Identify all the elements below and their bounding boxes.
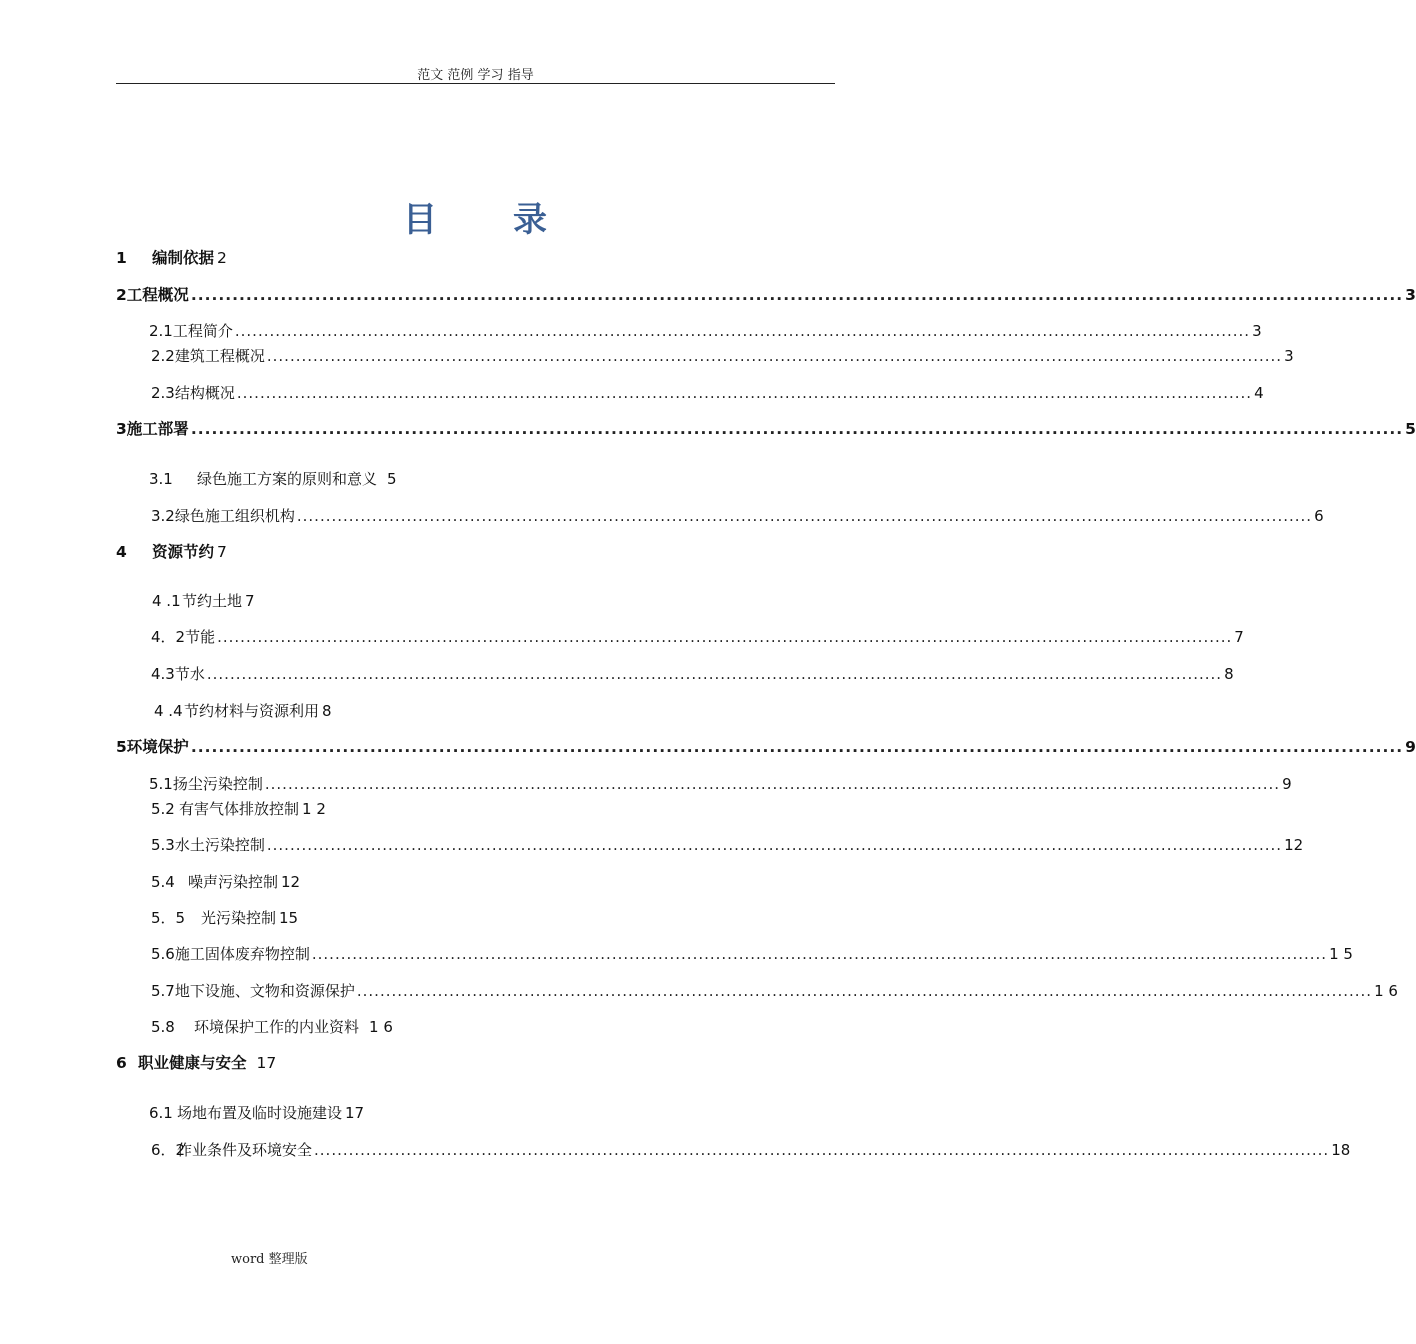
toc-entry-title: 施工固体废弃物控制 <box>174 945 310 963</box>
toc-entry-page: 12 <box>281 873 301 891</box>
toc-entry-title: 节水 <box>174 665 205 683</box>
toc-entry-number: 2.2 <box>151 347 175 365</box>
toc-leader-dots: ................................................................................................................................................................................ <box>356 982 1373 1000</box>
toc-entry-6[interactable] <box>116 1052 276 1074</box>
toc-entry-number: 4 .1 <box>152 592 181 610</box>
toc-entry-4-3[interactable] <box>151 663 1234 685</box>
toc-entry-title: 职业健康与安全 <box>138 1054 247 1072</box>
toc-leader-dots: ................................................................................................................................................................................ <box>190 286 1404 304</box>
toc-entry-5-4[interactable] <box>151 871 300 893</box>
toc-entry-number: 5.2 <box>151 800 175 818</box>
toc-entry-page: 1 6 <box>1374 982 1398 1000</box>
toc-entry-number: 5.6 <box>151 945 175 963</box>
toc-entry-title: 绿色施工组织机构 <box>174 507 295 525</box>
toc-entry-3[interactable] <box>116 418 1416 440</box>
toc-entry-number: 2.1 <box>149 322 173 340</box>
toc-entry-number: 6 <box>116 1054 127 1072</box>
toc-entry-title: 光污染控制 <box>201 909 277 927</box>
toc-entry-page: 1 5 <box>1329 945 1353 963</box>
toc-entry-title: 建筑工程概况 <box>174 347 265 365</box>
toc-entry-5[interactable] <box>116 736 1416 758</box>
toc-title <box>0 192 950 241</box>
toc-leader-dots: ................................................................................................................................................................................ <box>311 945 1328 963</box>
toc-entry-6-2[interactable] <box>151 1139 1351 1161</box>
page-footer: word 整理版 <box>231 1252 308 1267</box>
toc-entry-title: 工程简介 <box>172 322 233 340</box>
toc-entry-title: 有害气体排放控制 <box>179 800 300 818</box>
toc-entry-number: 4．2 <box>151 628 186 646</box>
toc-entry-page: 5 <box>387 470 397 488</box>
toc-entry-title: 节约材料与资源利用 <box>184 702 320 720</box>
toc-entry-page: 18 <box>1331 1141 1351 1159</box>
toc-entry-number: 6．2 <box>151 1141 186 1159</box>
toc-entry-5-1[interactable] <box>149 773 1292 795</box>
toc-entry-number: 5.8 <box>151 1018 175 1036</box>
toc-entry-page: 12 <box>1284 836 1304 854</box>
toc-leader-dots: ................................................................................................................................................................................ <box>190 420 1404 438</box>
toc-leader-dots: ................................................................................................................................................................................ <box>296 507 1313 525</box>
page-header: 范文 范例 学习 指导 <box>417 68 534 83</box>
toc-entry-4-2[interactable] <box>151 626 1244 648</box>
toc-entry-title: 施工部署 <box>126 420 189 438</box>
toc-entry-title: 编制依据 <box>152 249 215 267</box>
toc-entry-5-2[interactable] <box>151 798 326 820</box>
toc-entry-number: 4 <box>116 543 127 561</box>
toc-entry-2-3[interactable] <box>151 382 1264 404</box>
toc-entry-page: 2 <box>217 249 227 267</box>
toc-leader-dots: ................................................................................................................................................................................ <box>234 322 1251 340</box>
toc-entry-title: 作业条件及环境安全 <box>177 1141 313 1159</box>
toc-entry-title: 环境保护 <box>126 738 189 756</box>
toc-leader-dots: ................................................................................................................................................................................ <box>264 775 1281 793</box>
toc-entry-number: 1 <box>116 249 127 267</box>
toc-entry-number: 5 <box>116 738 127 756</box>
toc-entry-number: 5.7 <box>151 982 175 1000</box>
toc-entry-page: 1 2 <box>302 800 326 818</box>
toc-entry-5-5[interactable] <box>151 907 298 929</box>
toc-entry-number: 5.1 <box>149 775 173 793</box>
toc-entry-page: 5 <box>1405 420 1416 438</box>
toc-entry-page: 3 <box>1252 322 1262 340</box>
toc-entry-4-1[interactable] <box>152 590 255 612</box>
toc-entry-2[interactable] <box>116 284 1416 306</box>
toc-entry-number: 5.3 <box>151 836 175 854</box>
toc-entry-3-1[interactable] <box>149 468 397 490</box>
toc-entry-page: 9 <box>1405 738 1416 756</box>
toc-entry-page: 8 <box>322 702 332 720</box>
toc-entry-number: 2 <box>116 286 127 304</box>
toc-entry-page: 17 <box>345 1104 365 1122</box>
toc-entry-1[interactable] <box>116 247 227 269</box>
toc-entry-4-4[interactable] <box>154 700 332 722</box>
toc-entry-page: 7 <box>1234 628 1244 646</box>
toc-entry-number: 4 .4 <box>154 702 183 720</box>
toc-entry-title: 场地布置及临时设施建设 <box>177 1104 343 1122</box>
toc-entry-number: 5．5 <box>151 909 186 927</box>
toc-entry-page: 7 <box>245 592 255 610</box>
toc-leader-dots: ................................................................................................................................................................................ <box>266 347 1283 365</box>
toc-leader-dots: ................................................................................................................................................................................ <box>190 738 1404 756</box>
toc-entry-3-2[interactable] <box>151 505 1324 527</box>
toc-entry-page: 17 <box>256 1054 277 1072</box>
toc-leader-dots: ................................................................................................................................................................................ <box>206 665 1223 683</box>
toc-entry-title: 节约土地 <box>182 592 243 610</box>
toc-entry-page: 15 <box>279 909 299 927</box>
toc-entry-title: 节能 <box>185 628 216 646</box>
toc-entry-6-1[interactable] <box>149 1102 364 1124</box>
toc-entry-title: 绿色施工方案的原则和意义 <box>197 470 378 488</box>
toc-leader-dots: ................................................................................................................................................................................ <box>217 628 1233 646</box>
toc-entry-page: 1 6 <box>369 1018 393 1036</box>
toc-entry-title: 结构概况 <box>174 384 235 402</box>
toc-entry-title: 噪声污染控制 <box>188 873 279 891</box>
toc-title-char-2: 录 <box>513 200 547 240</box>
header-rule <box>116 83 835 84</box>
toc-title-char-1: 目 <box>403 200 437 240</box>
toc-entry-4[interactable] <box>116 541 227 563</box>
toc-entry-5-3[interactable] <box>151 834 1304 856</box>
toc-entry-2-1[interactable] <box>149 320 1262 342</box>
toc-entry-number: 3 <box>116 420 127 438</box>
toc-leader-dots: ................................................................................................................................................................................ <box>266 836 1283 854</box>
toc-entry-title: 扬尘污染控制 <box>172 775 263 793</box>
toc-leader-dots: ................................................................................................................................................................................ <box>236 384 1253 402</box>
toc-entry-page: 4 <box>1254 384 1264 402</box>
toc-entry-page: 3 <box>1405 286 1416 304</box>
toc-entry-number: 3.1 <box>149 470 173 488</box>
toc-entry-title: 工程概况 <box>126 286 189 304</box>
toc-entry-page: 6 <box>1314 507 1324 525</box>
toc-entry-number: 3.2 <box>151 507 175 525</box>
toc-entry-title: 环境保护工作的内业资料 <box>194 1018 360 1036</box>
toc-leader-dots: ................................................................................................................................................................................ <box>314 1141 1330 1159</box>
toc-entry-5-8[interactable] <box>151 1016 393 1038</box>
toc-entry-page: 9 <box>1282 775 1292 793</box>
toc-entry-page: 8 <box>1224 665 1234 683</box>
toc-entry-5-7[interactable] <box>151 980 1398 1002</box>
toc-entry-title: 地下设施、文物和资源保护 <box>174 982 355 1000</box>
toc-entry-page: 7 <box>217 543 227 561</box>
toc-entry-number: 5.4 <box>151 873 175 891</box>
toc-entry-page: 3 <box>1284 347 1294 365</box>
toc-entry-5-6[interactable] <box>151 943 1353 965</box>
toc-entry-title: 水土污染控制 <box>174 836 265 854</box>
toc-entry-number: 6.1 <box>149 1104 173 1122</box>
toc-entry-number: 4.3 <box>151 665 175 683</box>
toc-entry-title: 资源节约 <box>152 543 215 561</box>
toc-entry-2-2[interactable] <box>151 345 1294 367</box>
toc-entry-number: 2.3 <box>151 384 175 402</box>
